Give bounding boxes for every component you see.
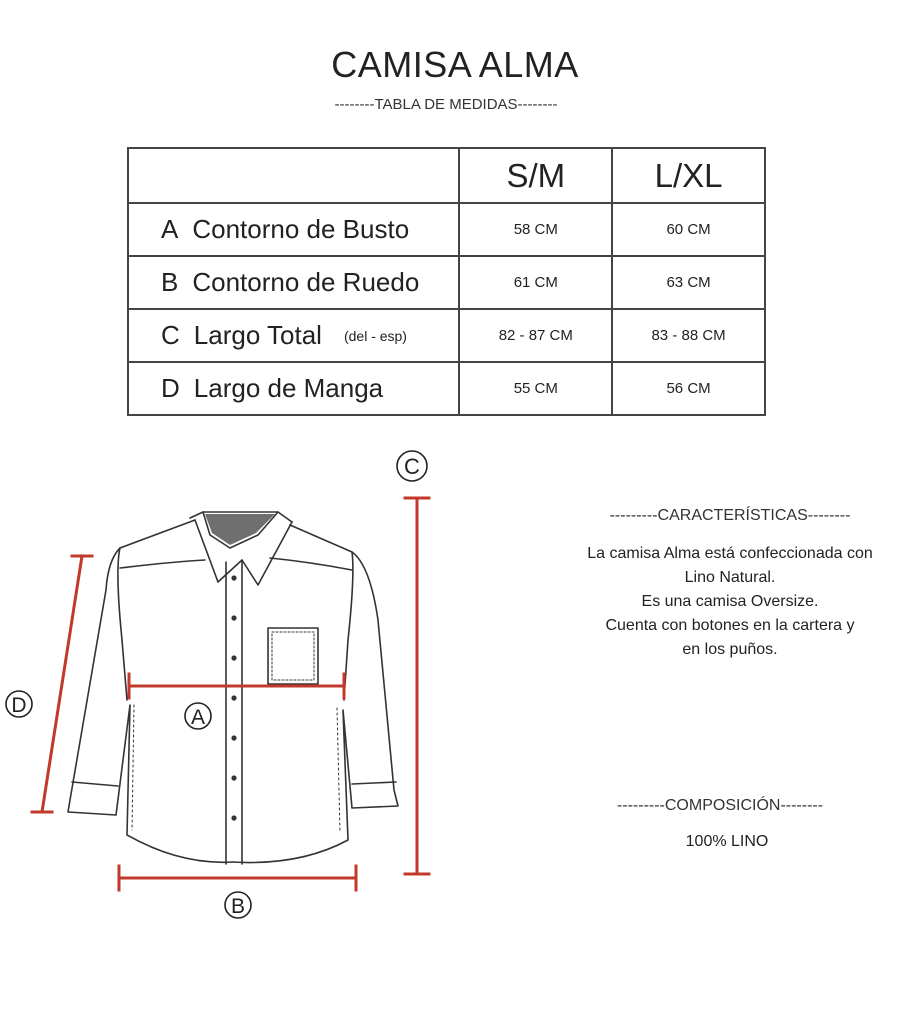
shirt-illustration — [0, 440, 470, 940]
header-empty-cell — [128, 148, 459, 203]
cell-value: 61 CM — [459, 256, 612, 309]
composicion-heading: ---------COMPOSICIÓN-------- — [616, 797, 824, 814]
row-label-a — [128, 203, 459, 256]
table-row — [128, 203, 765, 256]
desc-line: Es una camisa Oversize. — [641, 593, 819, 610]
desc-line: Cuenta con botones en la cartera y — [605, 617, 855, 634]
marker-d-label: D — [11, 694, 27, 717]
cell-value: 83 - 88 CM — [612, 309, 765, 362]
measure-line-a — [129, 674, 344, 698]
marker-a-label: A — [190, 706, 206, 729]
table-header-row — [128, 148, 765, 203]
measure-line-c — [405, 498, 429, 874]
measure-line-b — [119, 866, 356, 890]
cell-value: 82 - 87 CM — [459, 309, 612, 362]
row-name: Contorno de Busto — [192, 214, 410, 244]
marker-d — [6, 691, 32, 717]
measure-line-d — [32, 556, 92, 812]
row-note: (del - esp) — [343, 328, 407, 344]
desc-line: en los puños. — [682, 641, 778, 658]
cell-value: 63 CM — [612, 256, 765, 309]
cell-value: 60 CM — [612, 203, 765, 256]
shirt-diagram — [0, 440, 470, 945]
size-header-sm: S/M — [459, 148, 612, 203]
page-title: CAMISA ALMA — [331, 44, 579, 85]
row-letter: D — [161, 373, 180, 403]
marker-c-label: C — [404, 454, 420, 479]
shirt-buttons — [231, 575, 236, 820]
row-letter: B — [161, 267, 179, 297]
size-header-lxl: L/XL — [612, 148, 765, 203]
desc-line: La camisa Alma está confeccionada con — [587, 545, 873, 562]
size-table — [127, 147, 766, 416]
collar-shade — [205, 514, 275, 545]
row-letter: C — [161, 320, 180, 350]
table-row — [128, 256, 765, 309]
desc-line: Lino Natural. — [684, 569, 776, 586]
row-name: Largo de Manga — [193, 373, 384, 403]
row-name: Contorno de Ruedo — [192, 267, 420, 297]
row-label-c — [128, 309, 459, 362]
marker-c — [397, 451, 427, 481]
caracteristicas-text — [560, 542, 900, 662]
row-name: Largo Total — [193, 320, 322, 350]
row-label-b — [128, 256, 459, 309]
row-letter: A — [161, 214, 179, 244]
cell-value: 56 CM — [612, 362, 765, 415]
cell-value: 55 CM — [459, 362, 612, 415]
table-row — [128, 309, 765, 362]
row-label-d — [128, 362, 459, 415]
table-row — [128, 362, 765, 415]
marker-b-label: B — [230, 895, 246, 918]
composicion-value: 100% LINO — [685, 833, 769, 850]
cell-value: 58 CM — [459, 203, 612, 256]
marker-a — [185, 703, 211, 729]
measurement-lines — [32, 498, 429, 890]
caracteristicas-heading: ---------CARACTERÍSTICAS-------- — [609, 507, 851, 524]
table-subtitle: --------TABLA DE MEDIDAS-------- — [334, 96, 558, 113]
shirt-outline — [68, 512, 398, 864]
marker-b — [225, 892, 251, 918]
